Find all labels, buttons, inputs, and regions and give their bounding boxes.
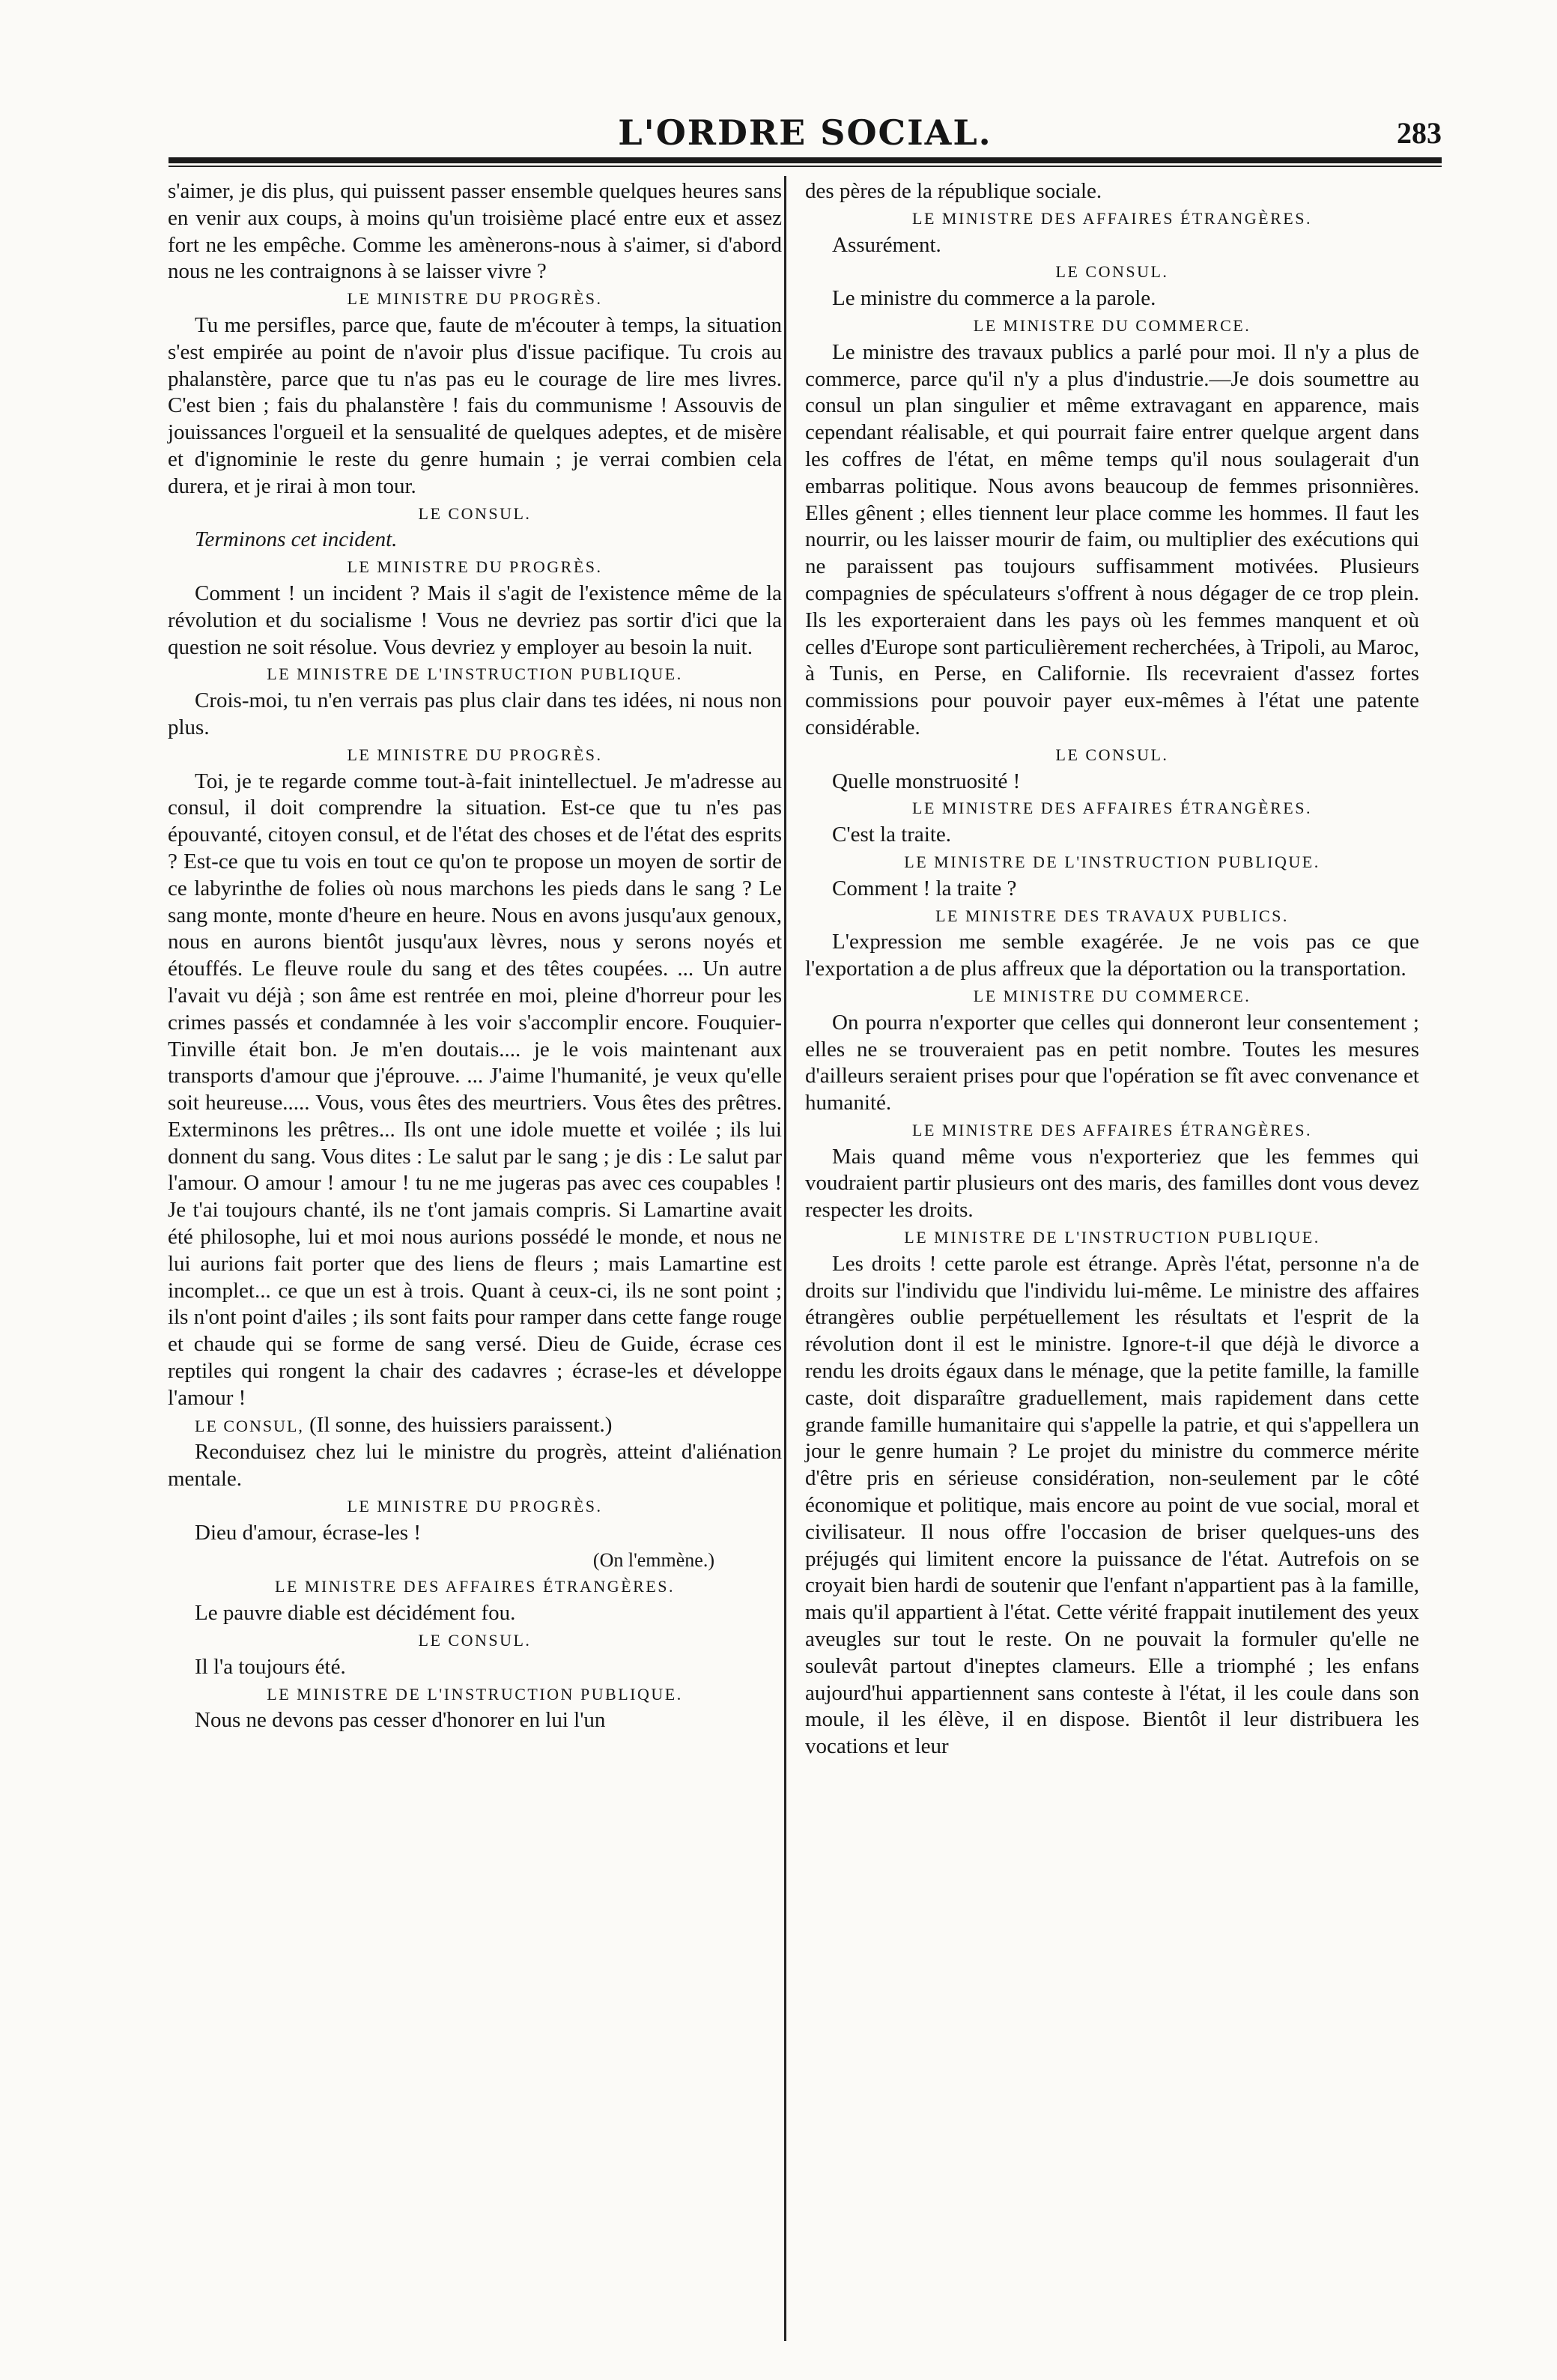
continued-text: s'aimer, je dis plus, qui puissent passer ensemble quelques heures sans en venir aux coups, à moins qu'un troisième placé entre eux et assez fort ne les empêche. Comme les amènerons-nous à s'aimer, si d'abord nous ne les contraignons à se laisser vivre ? bbox=[168, 179, 782, 284]
speech-paragraph: Le ministre des travaux publics a parlé pour moi. Il n'y a plus de commerce, parce qu'il n'y a plus d'industrie.—Je dois soumettre au consul un plan singulier et même extravagant en apparence, mais cependant réalisable, et qui pourrait faire entrer quelque argent dans les coffres de l'état, en même temps qu'il nous soulagerait d'un embarras politique. Nous avons beaucoup de femmes prisonnières. Elles gênent ; elles tiennent leur place comme les hommes. Il faut les nourrir, ou les laisser mourir de faim, ou multiplier des exécutions qui ne paraissent pas toujours suffisamment motivées. Plusieurs compagnies de spéculateurs s'offrent à nous dégager de ce trop plein. Ils les exporteraient dans les pays où les femmes manquent et où celles d'Europe sont particulièrement recherchées, à Tripoli, au Maroc, à Tunis, en Perse, en Californie. Ils recevraient d'assez fortes commissions pour pouvoir payer eux-mêmes à l'état une patente considérable. bbox=[805, 339, 1419, 739]
page-number: 283 bbox=[1397, 116, 1442, 150]
speech-paragraph: Comment ! un incident ? Mais il s'agit de l'existence même de la révolution et du socialisme ! Vous ne devriez pas sortir d'ici que la question ne soit résolue. Vous devriez y employer au besoin la nuit. bbox=[168, 581, 782, 659]
speaker-label: LE MINISTRE DU PROGRÈS. bbox=[347, 745, 603, 764]
speech-paragraph: Tu me persifles, parce que, faute de m'écouter à temps, la situation s'est empirée au point de n'avoir plus d'issue pacifique. Tu crois au phalanstère, parce que tu n'as pas eu le courage de lire mes livres. C'est bien ; fais du phalanstère ! fais du communisme ! Assouvis de jouissances l'orgueil et la sensualité de quelques adeptes, et de misère et d'ignominie le reste du genre humain ; je verrai combien cela durera, et je rirai à mon tour. bbox=[168, 312, 782, 498]
stage-direction: (Il sonne, des huissiers paraissent.) bbox=[303, 1412, 613, 1437]
speech-text: Terminons cet incident. bbox=[195, 527, 398, 552]
speech-paragraph: C'est la traite. bbox=[832, 823, 952, 847]
speech-paragraph: Mais quand même vous n'exporteriez que les femmes qui voudraient partir plusieurs ont des maris, des familles dont vous devez respecter les droits. bbox=[805, 1144, 1419, 1223]
speaker-label: LE MINISTRE DU COMMERCE. bbox=[973, 315, 1251, 335]
column-divider bbox=[784, 176, 786, 2341]
journal-title: L'ORDRE SOCIAL. bbox=[618, 112, 992, 153]
speech-paragraph: On pourra n'exporter que celles qui donneront leur consentement ; elles ne se trouveraient pas en petit nombre. Toutes les mesures d'ailleurs seraient prises pour que l'opération se fît avec convenance et humanité. bbox=[805, 1010, 1419, 1115]
speaker-label: LE MINISTRE DES AFFAIRES ÉTRANGÈRES. bbox=[912, 1120, 1312, 1139]
speaker-label: LE MINISTRE DU PROGRÈS. bbox=[347, 1497, 603, 1516]
speaker-label: LE CONSUL. bbox=[418, 503, 532, 523]
speaker-label: LE CONSUL. bbox=[1055, 262, 1169, 282]
speaker-label: LE MINISTRE DE L'INSTRUCTION PUBLIQUE. bbox=[904, 1228, 1320, 1247]
speaker-label: LE MINISTRE DES AFFAIRES ÉTRANGÈRES. bbox=[912, 208, 1312, 228]
speech-paragraph bbox=[168, 527, 782, 554]
speaker-label: LE MINISTRE DU COMMERCE. bbox=[973, 986, 1251, 1005]
left-column bbox=[168, 178, 782, 1734]
speaker-label: LE MINISTRE DES AFFAIRES ÉTRANGÈRES. bbox=[275, 1577, 675, 1596]
speaker-label: LE MINISTRE DU PROGRÈS. bbox=[347, 289, 603, 309]
speech-paragraph: Toi, je te regarde comme tout-à-fait inintellectuel. Je m'adresse au consul, il doit comprendre la situation. Est-ce que tu n'es pas épouvanté, citoyen consul, et de l'état des choses et de l'état des esprits ? Est-ce que tu vois en tout ce qu'on te propose un moyen de sortir de ce labyrinthe de folies où nous marchons les pieds dans le sang ? Le sang monte, monte d'heure en heure. Nous en avons jusqu'aux genoux, nous en aurons bientôt jusqu'aux lèvres, nous y serons noyés et étouffés. Le fleuve roule du sang et des têtes coupées. ... Un autre l'avait vu déjà ; son âme est rentrée en moi, pleine d'horreur pour les crimes passés et condamnée à les voir s'accomplir encore. Fouquier-Tinville était bon. Je m'en doutais.... je le vois maintenant aux transports d'amour que j'éprouve. ... J'aime l'humanité, je veux qu'elle soit heureuse..... Vous, vous êtes des meurtriers. Vous êtes des prêtres. Exterminons les prêtres... Ils ont une idole muette et voilée ; ils lui donnent du sang. Vous dites : Le salut par le sang ; je dis : Le salut par l'amour. O amour ! amour ! tu ne me jugeras pas avec ces coupables ! Je t'ai toujours chanté, ils ne t'ont jamais compris. Si Lamartine avait été philosophe, lui et moi nous aurions possédé le monde, et nous ne lui aurions fait porter que des liens de fleurs ; mais Lamartine est incomplet... ce que un est à trois. Quant à ceux-ci, ils ne sont point ; ils n'ont point d'ailes ; ils sont faits pour ramper dans cette fange rouge et chaude qui se forme de sang versé. Dieu de Guide, écrase ces reptiles qui rongent la chair des cadavres ; écrase-les et développe l'amour ! bbox=[168, 769, 782, 1410]
speech-paragraph: Quelle monstruosité ! bbox=[832, 769, 1021, 793]
speaker-label: LE MINISTRE DE L'INSTRUCTION PUBLIQUE. bbox=[267, 664, 683, 684]
speech-paragraph: Crois-moi, tu n'en verrais pas plus clair dans tes idées, ni nous non plus. bbox=[168, 688, 782, 739]
speaker-label: LE MINISTRE DES TRAVAUX PUBLICS. bbox=[935, 906, 1289, 925]
speech-paragraph: Le pauvre diable est décidément fou. bbox=[195, 1601, 516, 1626]
stage-direction: (On l'emmène.) bbox=[592, 1548, 714, 1571]
speaker-label: LE MINISTRE DES AFFAIRES ÉTRANGÈRES. bbox=[912, 799, 1312, 818]
speech-paragraph: Les droits ! cette parole est étrange. Après l'état, personne n'a de droits sur l'individu que l'individu lui-même. Le ministre des affaires étrangères oublie perpétuellement les résultats et l'esprit de la révolution dont il est le ministre. Ignore-t-il que déjà le divorce a rendu les droits égaux dans le ménage, que la petite famille, la famille caste, doit disparaître graduellement, mais rapidement dans cette grande famille humanitaire qui s'appelle la patrie, et qui s'appellera un jour le genre humain ? Le projet du ministre du commerce mérite d'être pris en sérieuse considération, non-seulement par le côté économique et politique, mais encore au point de vue social, moral et civilisateur. Il nous offre l'occasion de briser quelques-uns des préjugés qui limitent encore la puissance de l'état. Autrefois on se croyait bien hardi de soutenir que l'enfant n'appartient pas à la famille, mais qu'il appartient à l'état. Cette vérité frappait inutilement des yeux aveugles sur tout le reste. On ne pouvait la formuler qu'elle ne soulevât partout d'ineptes clameurs. Elle a triomphé ; les enfans aujourd'hui appartiennent sans conteste à l'état, il les coule dans son moule, il les élève, il en dispose. Bientôt il leur distribuera les vocations et leur bbox=[805, 1251, 1419, 1759]
speaker-label: LE CONSUL. bbox=[1055, 745, 1169, 764]
speech-paragraph: Nous ne devons pas cesser d'honorer en lui l'un bbox=[195, 1708, 606, 1733]
continued-text: des pères de la république sociale. bbox=[805, 179, 1102, 203]
speech-paragraph: Reconduisez chez lui le ministre du progrès, atteint d'aliénation mentale. bbox=[168, 1440, 782, 1492]
speech-paragraph: Le ministre du commerce a la parole. bbox=[832, 286, 1156, 311]
speech-paragraph: Assurément. bbox=[832, 232, 941, 257]
speaker-label: LE MINISTRE DE L'INSTRUCTION PUBLIQUE. bbox=[267, 1684, 683, 1704]
speech-paragraph: Dieu d'amour, écrase-les ! bbox=[195, 1520, 421, 1545]
speech-paragraph: Il l'a toujours été. bbox=[195, 1654, 346, 1679]
speaker-label: LE CONSUL. bbox=[418, 1631, 532, 1650]
speech-paragraph: Comment ! la traite ? bbox=[832, 876, 1017, 900]
right-column bbox=[805, 178, 1419, 1760]
speaker-label: LE CONSUL, bbox=[195, 1416, 304, 1435]
speaker-label: LE MINISTRE DU PROGRÈS. bbox=[347, 557, 603, 577]
header-rule bbox=[169, 157, 1442, 163]
speech-paragraph: L'expression me semble exagérée. Je ne vois pas ce que l'exportation a de plus affreux que la déportation ou la transportation. bbox=[805, 930, 1419, 981]
header-rule-thin bbox=[169, 166, 1442, 167]
speaker-label: LE MINISTRE DE L'INSTRUCTION PUBLIQUE. bbox=[904, 852, 1320, 871]
page-header bbox=[169, 112, 1442, 157]
speech-paragraph bbox=[168, 1412, 782, 1440]
